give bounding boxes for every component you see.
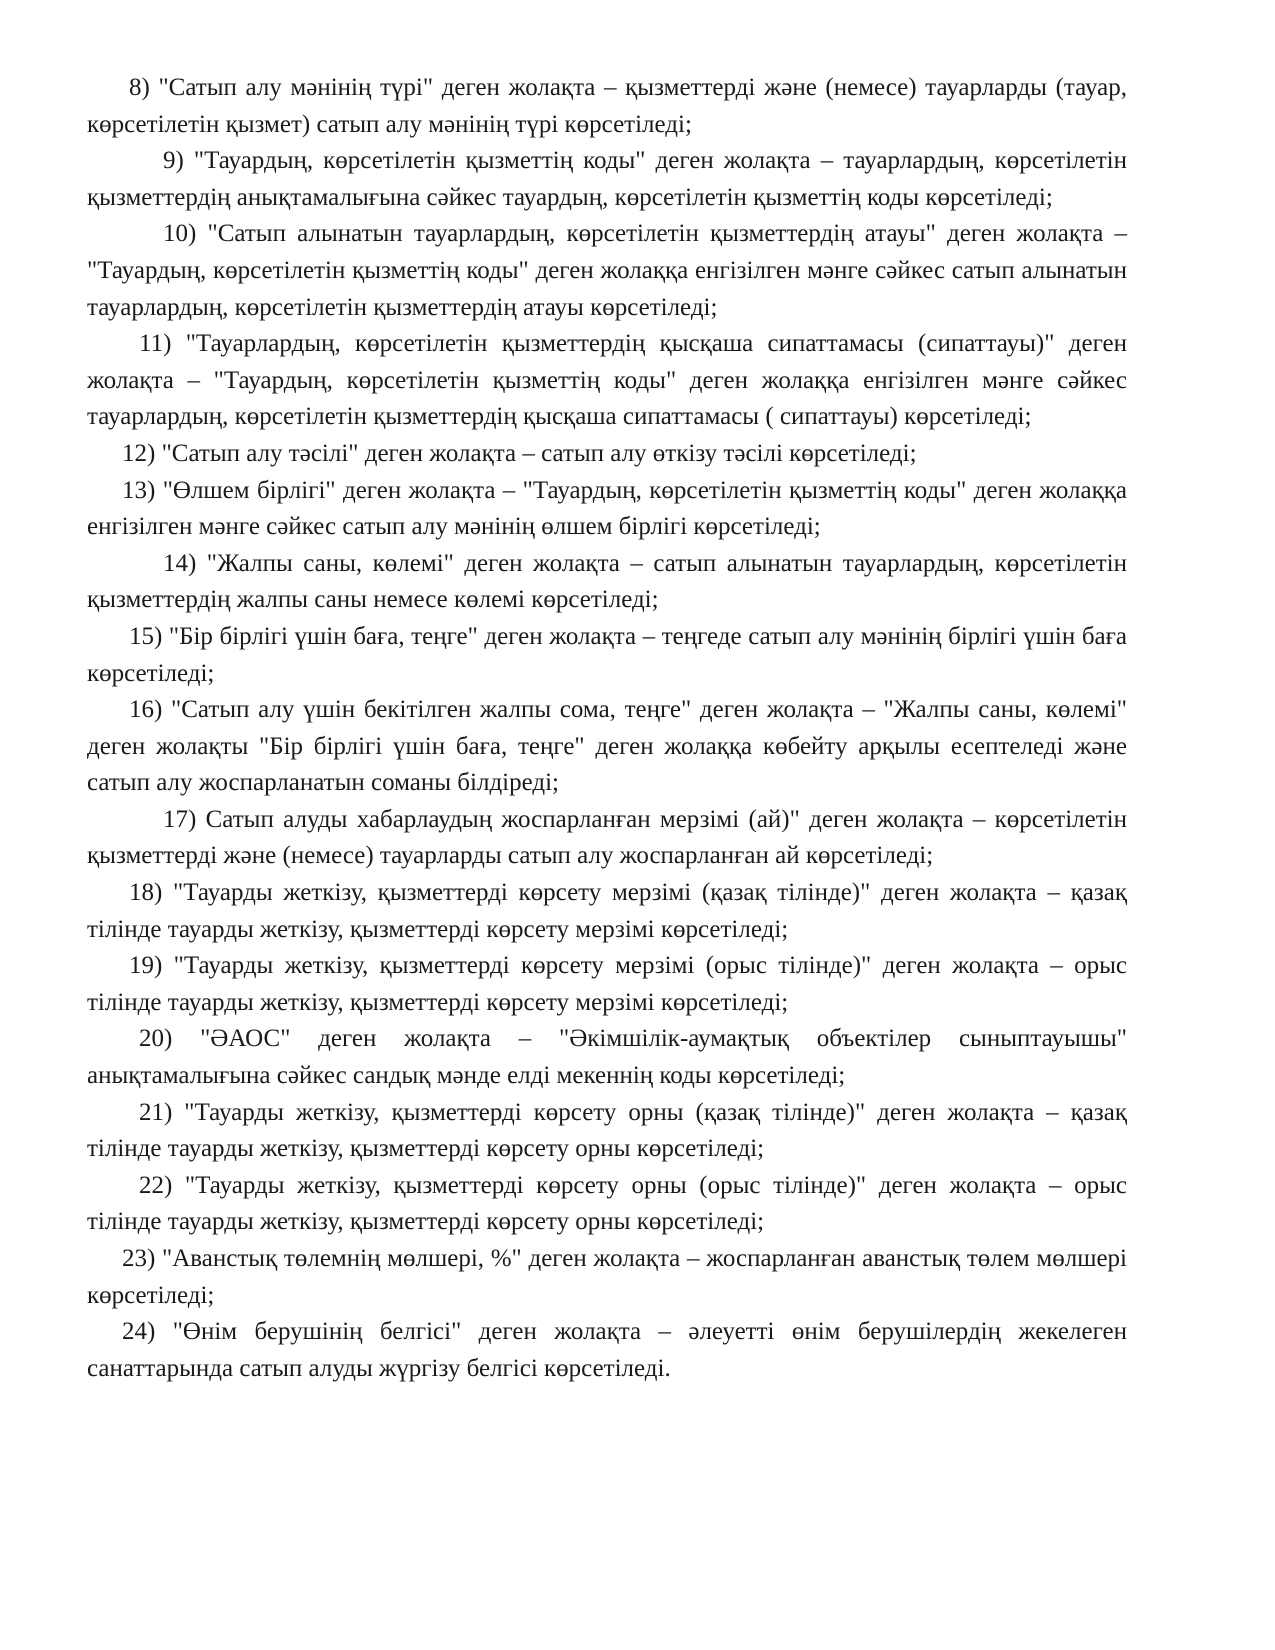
paragraph-item-9: 9) "Тауардың, көрсетілетін қызметтің коды" деген жолақта – тауарлардың, көрсетілетін қызметтердің анықтамалығына сәйкес тауардың, көрсетілетін қызметтің коды көрсетіледі; — [87, 147, 1127, 211]
paragraph-item-8: 8) "Сатып алу мәнінің түрі" деген жолақта – қызметтерді және (немесе) тауарларды (тауар, көрсетілетін қызмет) сатып алу мәнінің түрі көрсетіледі; — [87, 74, 1127, 138]
paragraph-item-14: 14) "Жалпы саны, көлемі" деген жолақта – сатып алынатын тауарлардың, көрсетілетін қызметтердің жалпы саны немесе көлемі көрсетіледі; — [87, 549, 1127, 614]
paragraph-item-10: 10) "Сатып алынатын тауарлардың, көрсетілетін қызметтердің атауы" деген жолақта – "Тауардың, көрсетілетін қызметтің коды" деген жолаққа енгізілген мәнге сәйкес сатып алынатын тауарлардың, көрсетілетін қызметтердің атауы көрсетіледі; — [87, 220, 1127, 321]
paragraph-item-17: 17) Сатып алуды хабарлаудың жоспарланған мерзімі (ай)" деген жолақта – көрсетілетін қызметтерді және (немесе) тауарларды сатып алу жоспарланған ай көрсетіледі; — [87, 805, 1127, 870]
paragraph-item-21: 21) "Тауарды жеткізу, қызметтерді көрсету орны (қазақ тілінде)" деген жолақта – қазақ тілінде тауарды жеткізу, қызметтерді көрсету орны көрсетіледі; — [87, 1098, 1127, 1163]
paragraph-item-20: 20) "ӘАОС" деген жолақта – "Әкімшілік-аумақтық объектілер сыныптауышы" анықтамалығына сәйкес сандық мәнде елді мекеннің коды көрсетіледі; — [87, 1025, 1127, 1090]
paragraph-item-18: 18) "Тауарды жеткізу, қызметтерді көрсету мерзімі (қазақ тілінде)" деген жолақта – қазақ тілінде тауарды жеткізу, қызметтерді көрсету мерзімі көрсетіледі; — [87, 879, 1127, 943]
paragraph-item-11: 11) "Тауарлардың, көрсетілетін қызметтердің қысқаша сипаттамасы (сипаттауы)" деген жолақта – "Тауардың, көрсетілетін қызметтің коды" деген жолаққа енгізілген мәнге сәйкес тауарлардың, көрсетілетін қызметтердің қысқаша сипаттамасы ( сипаттауы) көрсетіледі; — [87, 330, 1127, 431]
paragraph-item-15: 15) "Бір бірлігі үшін баға, теңге" деген жолақта – теңгеде сатып алу мәнінің бірлігі үшін баға көрсетіледі; — [87, 622, 1127, 687]
paragraph-item-16: 16) "Сатып алу үшін бекітілген жалпы сома, теңге" деген жолақта – "Жалпы саны, көлемі" деген жолақты "Бір бірлігі үшін баға, теңге" деген жолаққа көбейту арқылы есептеледі және сатып алу жоспарланатын соманы білдіреді; — [87, 696, 1127, 797]
document-page — [87, 70, 1127, 1387]
paragraph-item-22: 22) "Тауарды жеткізу, қызметтерді көрсету орны (орыс тілінде)" деген жолақта – орыс тілінде тауарды жеткізу, қызметтерді көрсету орны көрсетіледі; — [87, 1171, 1127, 1236]
paragraph-item-24: 24) "Өнім берушінің белгісі" деген жолақта – әлеуетті өнім берушілердің жекелеген санаттарында сатып алуды жүргізу белгісі көрсетіледі. — [87, 1318, 1127, 1382]
paragraph-item-19: 19) "Тауарды жеткізу, қызметтерді көрсету мерзімі (орыс тілінде)" деген жолақта – орыс тілінде тауарды жеткізу, қызметтерді көрсету мерзімі көрсетіледі; — [87, 952, 1127, 1016]
paragraph-item-13: 13) "Өлшем бірлігі" деген жолақта – "Тауардың, көрсетілетін қызметтің коды" деген жолаққа енгізілген мәнге сәйкес сатып алу мәнінің өлшем бірлігі көрсетіледі; — [87, 476, 1127, 541]
paragraph-item-12: 12) "Сатып алу тәсілі" деген жолақта – сатып алу өткізу тәсілі көрсетіледі; — [122, 439, 917, 467]
paragraph-item-23: 23) "Аванстық төлемнің мөлшері, %" деген жолақта – жоспарланған аванстық төлем мөлшері көрсетіледі; — [87, 1245, 1127, 1309]
